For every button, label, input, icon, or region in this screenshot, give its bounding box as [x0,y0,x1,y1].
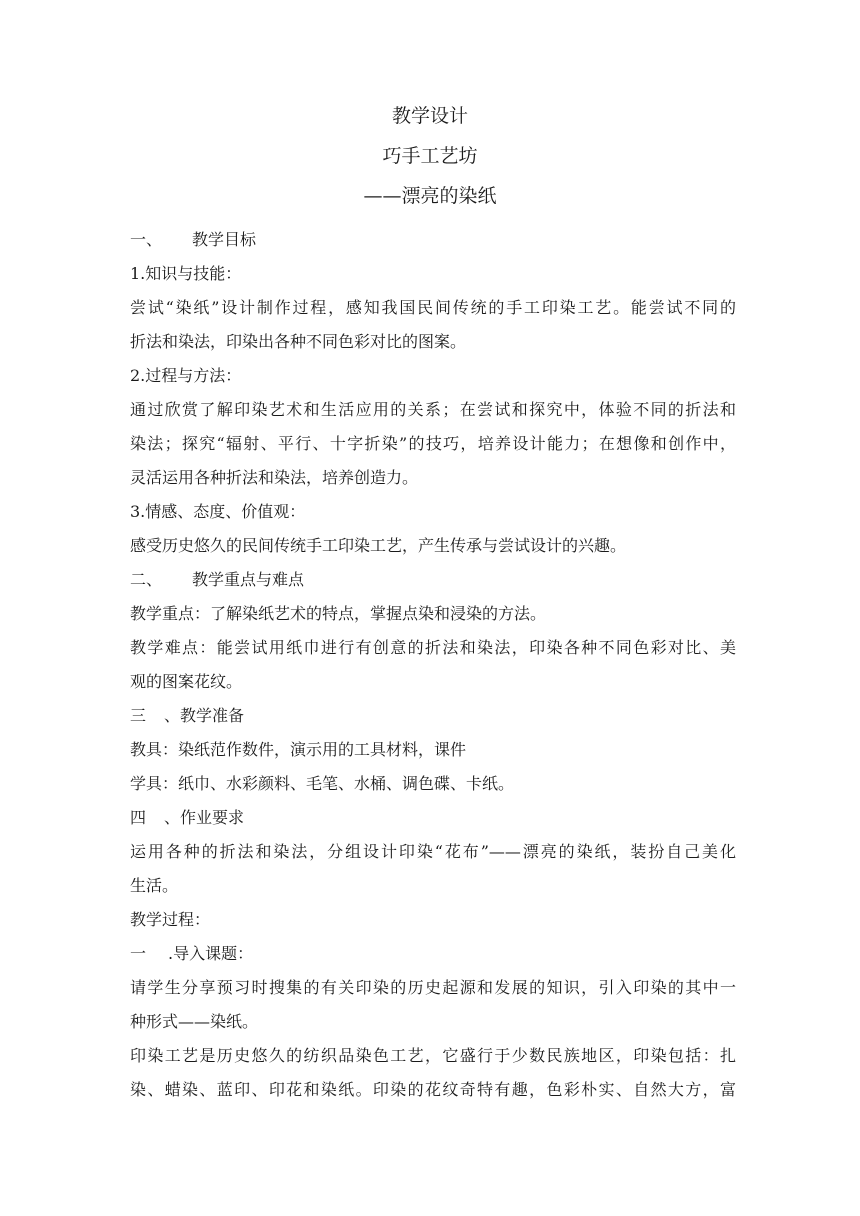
paragraph-line: 请学生分享预习时搜集的有关印染的历史起源和发展的知识，引入印染的其中一 [130,978,736,997]
subheading-emotion: 3.情感、态度、价值观： [130,502,306,521]
lesson-title: 巧手工艺坊 [382,145,478,167]
paragraph-line: 染、蜡染、蓝印、印花和染纸。印染的花纹奇特有趣，色彩朴实、自然大方，富 [130,1080,736,1099]
section-heading-process: 教学过程： [130,910,211,929]
paragraph-line: 教学难点：能尝试用纸巾进行有创意的折法和染法，印染各种不同色彩对比、美 [130,638,736,657]
paragraph-line: 生活。 [130,876,179,895]
section-heading-homework [130,801,736,835]
subheading-process-method: 2.过程与方法： [130,366,242,385]
paragraph-line: 种形式——染纸。 [130,1012,259,1031]
lesson-subtitle: ——漂亮的染纸 [363,185,497,207]
paragraph-line: 教学重点：了解染纸艺术的特点，掌握点染和浸染的方法。 [130,604,547,623]
paragraph-line: 运用各种的折法和染法，分组设计印染“花布”——漂亮的染纸，装扮自己美化 [130,842,736,861]
step-heading-intro [130,937,736,971]
document-body [130,223,736,1107]
paragraph-line: 灵活运用各种折法和染法，培养创造力。 [130,468,419,487]
section-title: 教学目标 [192,230,257,249]
section-heading-prep [130,699,736,733]
paragraph-line: 教具：染纸范作数件，演示用的工具材料，课件 [130,740,467,759]
paragraph-line: 通过欣赏了解印染艺术和生活应用的关系；在尝试和探究中，体验不同的折法和 [130,400,736,419]
paragraph-line: 染法；探究“辐射、平行、十字折染”的技巧，培养设计能力；在想像和创作中， [130,434,736,453]
section-heading-goals [130,223,736,257]
section-number: 三 [130,706,147,725]
section-number: 二、 [130,570,163,589]
subheading-knowledge: 1.知识与技能： [130,264,242,283]
paragraph-line: 印染工艺是历史悠久的纺织品染色工艺，它盛行于少数民族地区，印染包括：扎 [130,1046,736,1065]
step-number: 一 [130,944,147,963]
section-title: 、作业要求 [164,808,245,827]
paragraph-line: 观的图案花纹。 [130,672,243,691]
paragraph-line: 尝试“染纸”设计制作过程，感知我国民间传统的手工印染工艺。能尝试不同的 [130,298,736,317]
doc-title: 教学设计 [391,105,468,127]
section-number: 四 [130,808,147,827]
paragraph-line: 感受历史悠久的民间传统手工印染工艺，产生传承与尝试设计的兴趣。 [130,536,627,555]
step-title: .导入课题： [168,944,254,963]
section-number: 一、 [130,230,163,249]
paragraph-line: 折法和染法，印染出各种不同色彩对比的图案。 [130,332,467,351]
section-heading-keypoints [130,563,736,597]
section-title: 、教学准备 [164,706,245,725]
section-title: 教学重点与难点 [192,570,305,589]
paragraph-line: 学具：纸巾、水彩颜料、毛笔、水桶、调色碟、卡纸。 [130,774,515,793]
